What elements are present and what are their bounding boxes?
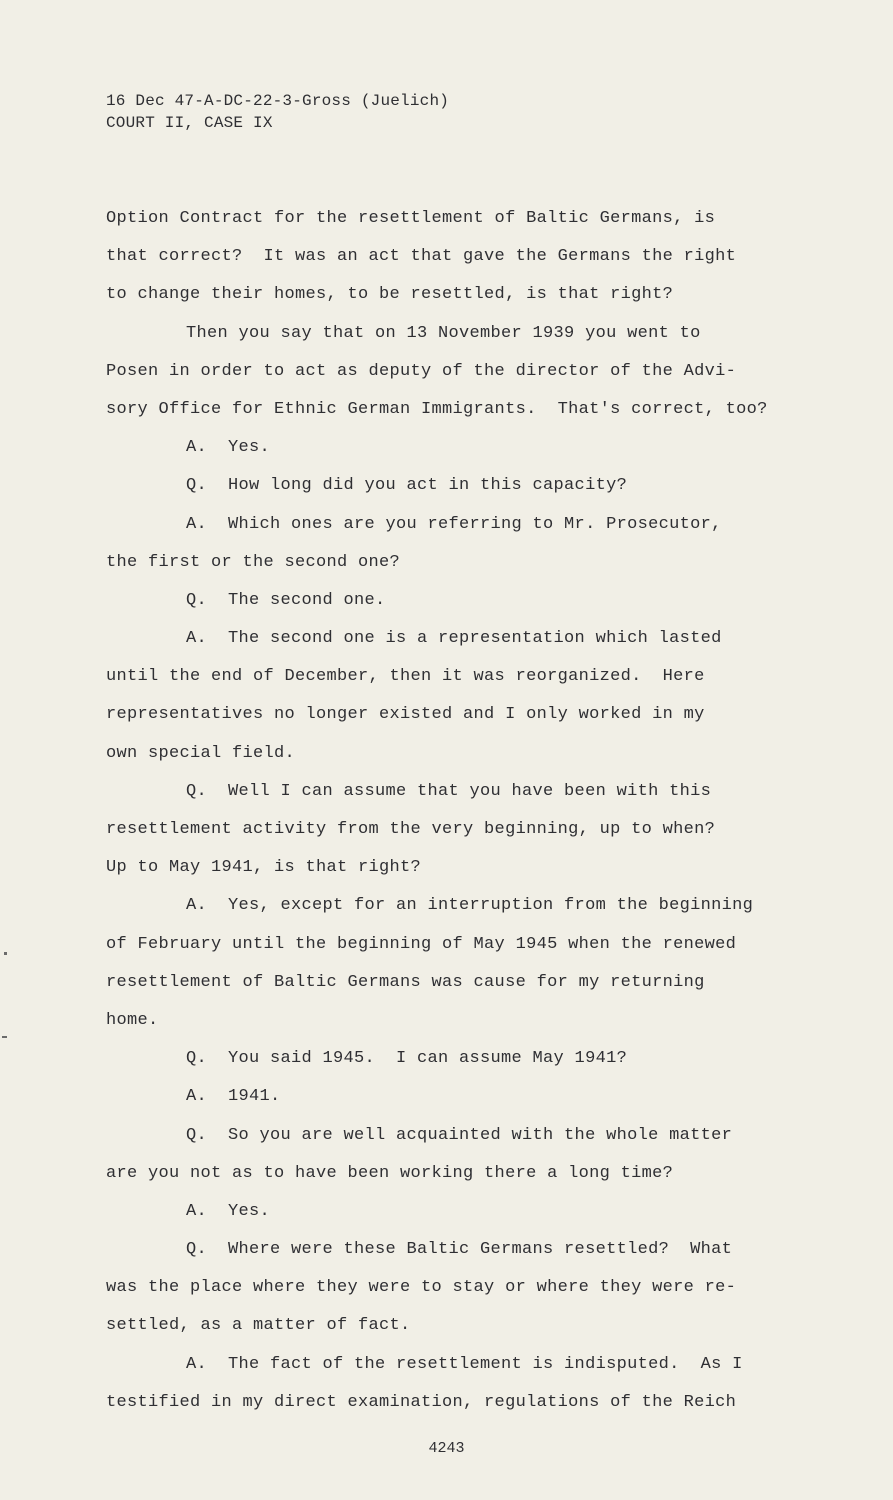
document-header — [106, 90, 449, 134]
transcript-line: Q. Where were these Baltic Germans resettled? What — [186, 1240, 733, 1260]
transcript-line: was the place where they were to stay or where they were re- — [106, 1278, 737, 1298]
transcript-line: own special field. — [106, 743, 296, 763]
transcript-line: representatives no longer existed and I only worked in my — [106, 705, 705, 725]
transcript-line: resettlement of Baltic Germans was cause for my returning — [106, 972, 705, 992]
transcript-line: Q. So you are well acquainted with the whole matter — [186, 1125, 733, 1145]
transcript-line: that correct? It was an act that gave the Germans the right — [106, 247, 737, 267]
transcript-line: the first or the second one? — [106, 552, 401, 572]
page-number: 4243 — [428, 1440, 465, 1457]
transcript-line: Q. How long did you act in this capacity? — [186, 476, 628, 496]
transcript-line: A. 1941. — [186, 1087, 281, 1107]
scan-mark — [2, 1036, 7, 1038]
transcript-line: A. Which ones are you referring to Mr. Prosecutor, — [186, 514, 722, 534]
transcript-line: Up to May 1941, is that right? — [106, 858, 422, 878]
transcript-line: A. The second one is a representation which lasted — [186, 629, 722, 649]
transcript-line: A. Yes, except for an interruption from the beginning — [186, 896, 754, 916]
transcript-line: Q. Well I can assume that you have been with this — [186, 781, 712, 801]
transcript-line: are you not as to have been working there a long time? — [106, 1163, 674, 1183]
transcript-line: A. The fact of the resettlement is indisputed. As I — [186, 1354, 743, 1374]
header-court: COURT II, CASE IX — [106, 114, 273, 132]
transcript-line: Option Contract for the resettlement of Baltic Germans, is — [106, 209, 716, 228]
transcript-line: Q. The second one. — [186, 590, 386, 610]
transcript-line: of February until the beginning of May 1945 when the renewed — [106, 934, 737, 954]
transcript-line: resettlement activity from the very beginning, up to when? — [106, 820, 716, 839]
transcript-line: home. — [106, 1010, 159, 1030]
transcript-line: Posen in order to act as deputy of the director of the Advi- — [106, 361, 737, 381]
transcript-line: sory Office for Ethnic German Immigrants. That's correct, too? — [106, 399, 768, 419]
transcript-line: Then you say that on 13 November 1939 you went to — [186, 323, 701, 343]
transcript-line: settled, as a matter of fact. — [106, 1316, 411, 1336]
header-reference: 16 Dec 47-A-DC-22-3-Gross (Juelich) — [106, 92, 450, 110]
transcript-line: Q. You said 1945. I can assume May 1941? — [186, 1049, 628, 1069]
transcript-line: testified in my direct examination, regulations of the Reich — [106, 1392, 737, 1412]
scan-mark — [4, 952, 7, 955]
transcript-line: until the end of December, then it was reorganized. Here — [106, 667, 705, 687]
transcript-line: to change their homes, to be resettled, is that right? — [106, 285, 674, 305]
transcript-line: A. Yes. — [186, 1201, 271, 1221]
transcript-body — [106, 200, 831, 1422]
transcript-line: A. Yes. — [186, 438, 271, 458]
